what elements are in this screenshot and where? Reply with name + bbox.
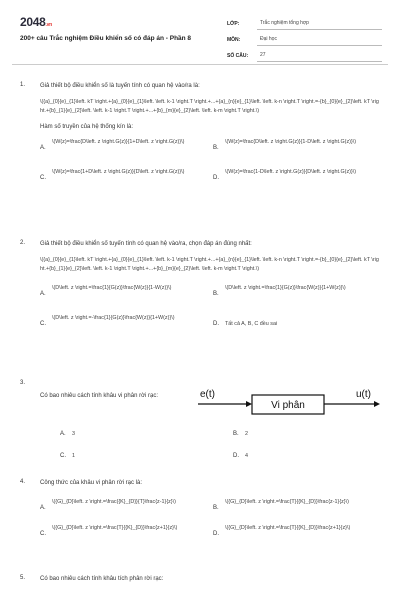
option-b[interactable]: B. 2 bbox=[233, 431, 248, 437]
options bbox=[40, 136, 380, 196]
option-a[interactable]: A. \(W(z)=\frac{D\left. z \right.G(z)}{1+D\left. z \right.G(z)}\) bbox=[40, 139, 185, 151]
meta-value: 27 bbox=[257, 52, 382, 62]
options bbox=[40, 282, 380, 344]
question-number: 1. bbox=[20, 82, 26, 88]
diagram-block-label: Vi phân bbox=[271, 400, 305, 411]
question-number: 4. bbox=[20, 479, 26, 485]
question-text: Giả thiết bộ điều khiển số là tuyến tính có quan hệ vào/ra là: bbox=[40, 83, 200, 89]
question-text: Có bao nhiêu cách tính khâu vi phân rời rạc: bbox=[40, 393, 159, 399]
option-b[interactable]: B. \(D\left. z \right.=\frac{1}{G(z)}\frac{W(z)}{1+W(z)}\) bbox=[213, 285, 346, 297]
option-d[interactable]: D. \({G}_{D}\left. z \right.=\frac{T}{{K}_{D}}\frac{z+1}{z}\) bbox=[213, 525, 351, 537]
option-a[interactable]: A. 3 bbox=[60, 431, 75, 437]
arrowhead-icon bbox=[374, 401, 380, 407]
question-4 bbox=[20, 479, 380, 558]
question-number: 5. bbox=[20, 575, 26, 581]
option-c[interactable]: C. 1 bbox=[60, 453, 75, 459]
meta-label: MÔN: bbox=[227, 37, 241, 43]
meta-panel bbox=[227, 14, 382, 62]
option-d[interactable]: D. Tất cả A, B, C đều sai bbox=[213, 321, 278, 327]
meta-label: SỐ CÂU: bbox=[227, 53, 249, 59]
option-d[interactable]: D. 4 bbox=[233, 453, 248, 459]
option-a[interactable]: A. \({G}_{D}\left. z \right.=\frac{{K}_{D}}{T}\frac{z-1}{z}\) bbox=[40, 499, 176, 511]
question-1 bbox=[20, 82, 380, 196]
option-c[interactable]: C. \(W(z)=\frac{1+D\left. z \right.G(z)}{D\left. z \right.G(z)}\) bbox=[40, 169, 185, 181]
question-text: Giả thiết bộ điều khiển số tuyến tính có quan hệ vào/ra, chọn đáp án đúng nhất: bbox=[40, 241, 252, 247]
question-5 bbox=[20, 575, 380, 584]
meta-row-class bbox=[227, 14, 382, 30]
option-a[interactable]: A. \(D\left. z \right.=\frac{1}{G(z)}\frac{W(z)}{1-W(z)}\) bbox=[40, 285, 172, 297]
header-divider bbox=[12, 64, 388, 65]
meta-value: Đại học bbox=[257, 36, 382, 46]
option-c[interactable]: C. \(D\left. z \right.=-\frac{1}{G(z)}\frac{W(z)}{1+W(z)}\) bbox=[40, 315, 175, 327]
question-formula: \({a}_{0}{e}_{1}\left. kT \right.+{a}_{0}{e}_{1}\left. \left. k-1 \right.T \right.+...+{a}_{n}{e}_{1}\left. \left. k-n \right.T \right.=-{b}_{0}{e}_{2}\left. kT \right.+{b}_{1}{e}_{2}\left. \left. k-1 \right.T \right.+...+{b}_{m}{e}_{2}\left. \left. k-m \right.T \right.\) bbox=[40, 257, 379, 272]
question-number: 2. bbox=[20, 240, 26, 246]
diagram-output-label: u(t) bbox=[356, 389, 371, 400]
option-d[interactable]: D. \(W(z)=\frac{1-D\left. z \right.G(z)}{D\left. z \right.G(z)}\) bbox=[213, 169, 357, 181]
meta-value: Trắc nghiệm tổng hợp bbox=[257, 20, 382, 30]
meta-label: LỚP: bbox=[227, 21, 240, 27]
question-text: Có bao nhiêu cách tính khâu tích phân rời rạc: bbox=[40, 576, 164, 582]
question-2 bbox=[20, 240, 380, 344]
question-formula: \({a}_{0}{e}_{1}\left. kT \right.+{a}_{0}{e}_{1}\left. \left. k-1 \right.T \right.+...+{a}_{n}{e}_{1}\left. \left. k-n \right.T \right.=-{b}_{0}{e}_{2}\left. kT \right.+{b}_{1}{e}_{2}\left. \left. k-1 \right.T \right.+...+{b}_{m}{e}_{2}\left. \left. k-m \right.T \right.\) bbox=[40, 99, 379, 114]
site-logo[interactable] bbox=[20, 15, 52, 29]
options bbox=[40, 498, 380, 558]
option-b[interactable]: B. \(W(z)=\frac{D\left. z \right.G(z)}{1-D\left. z \right.G(z)}\) bbox=[213, 139, 357, 151]
meta-row-subject bbox=[227, 30, 382, 46]
logo-suffix: .vn bbox=[45, 22, 52, 28]
question-text: Công thức của khâu vi phân rời rạc là: bbox=[40, 480, 143, 486]
question-subtext: Hàm số truyền của hệ thống kín là: bbox=[40, 124, 134, 130]
option-c[interactable]: C. \({G}_{D}\left. z \right.=\frac{T}{{K}_{D}}\frac{z+1}{z}\) bbox=[40, 525, 178, 537]
page-title: 200+ câu Trắc nghiệm Điều khiển số có đáp án - Phần 8 bbox=[20, 35, 192, 42]
logo-main: 2048 bbox=[20, 15, 46, 29]
question-number: 3. bbox=[20, 380, 26, 386]
arrowhead-icon bbox=[246, 401, 252, 407]
block-diagram bbox=[196, 386, 382, 416]
options bbox=[60, 430, 400, 466]
option-b[interactable]: B. \({G}_{D}\left. z \right.=\frac{T}{{K}_{D}}\frac{z-1}{z}\) bbox=[213, 499, 349, 511]
meta-row-count bbox=[227, 46, 382, 62]
diagram-input-label: e(t) bbox=[200, 389, 215, 400]
